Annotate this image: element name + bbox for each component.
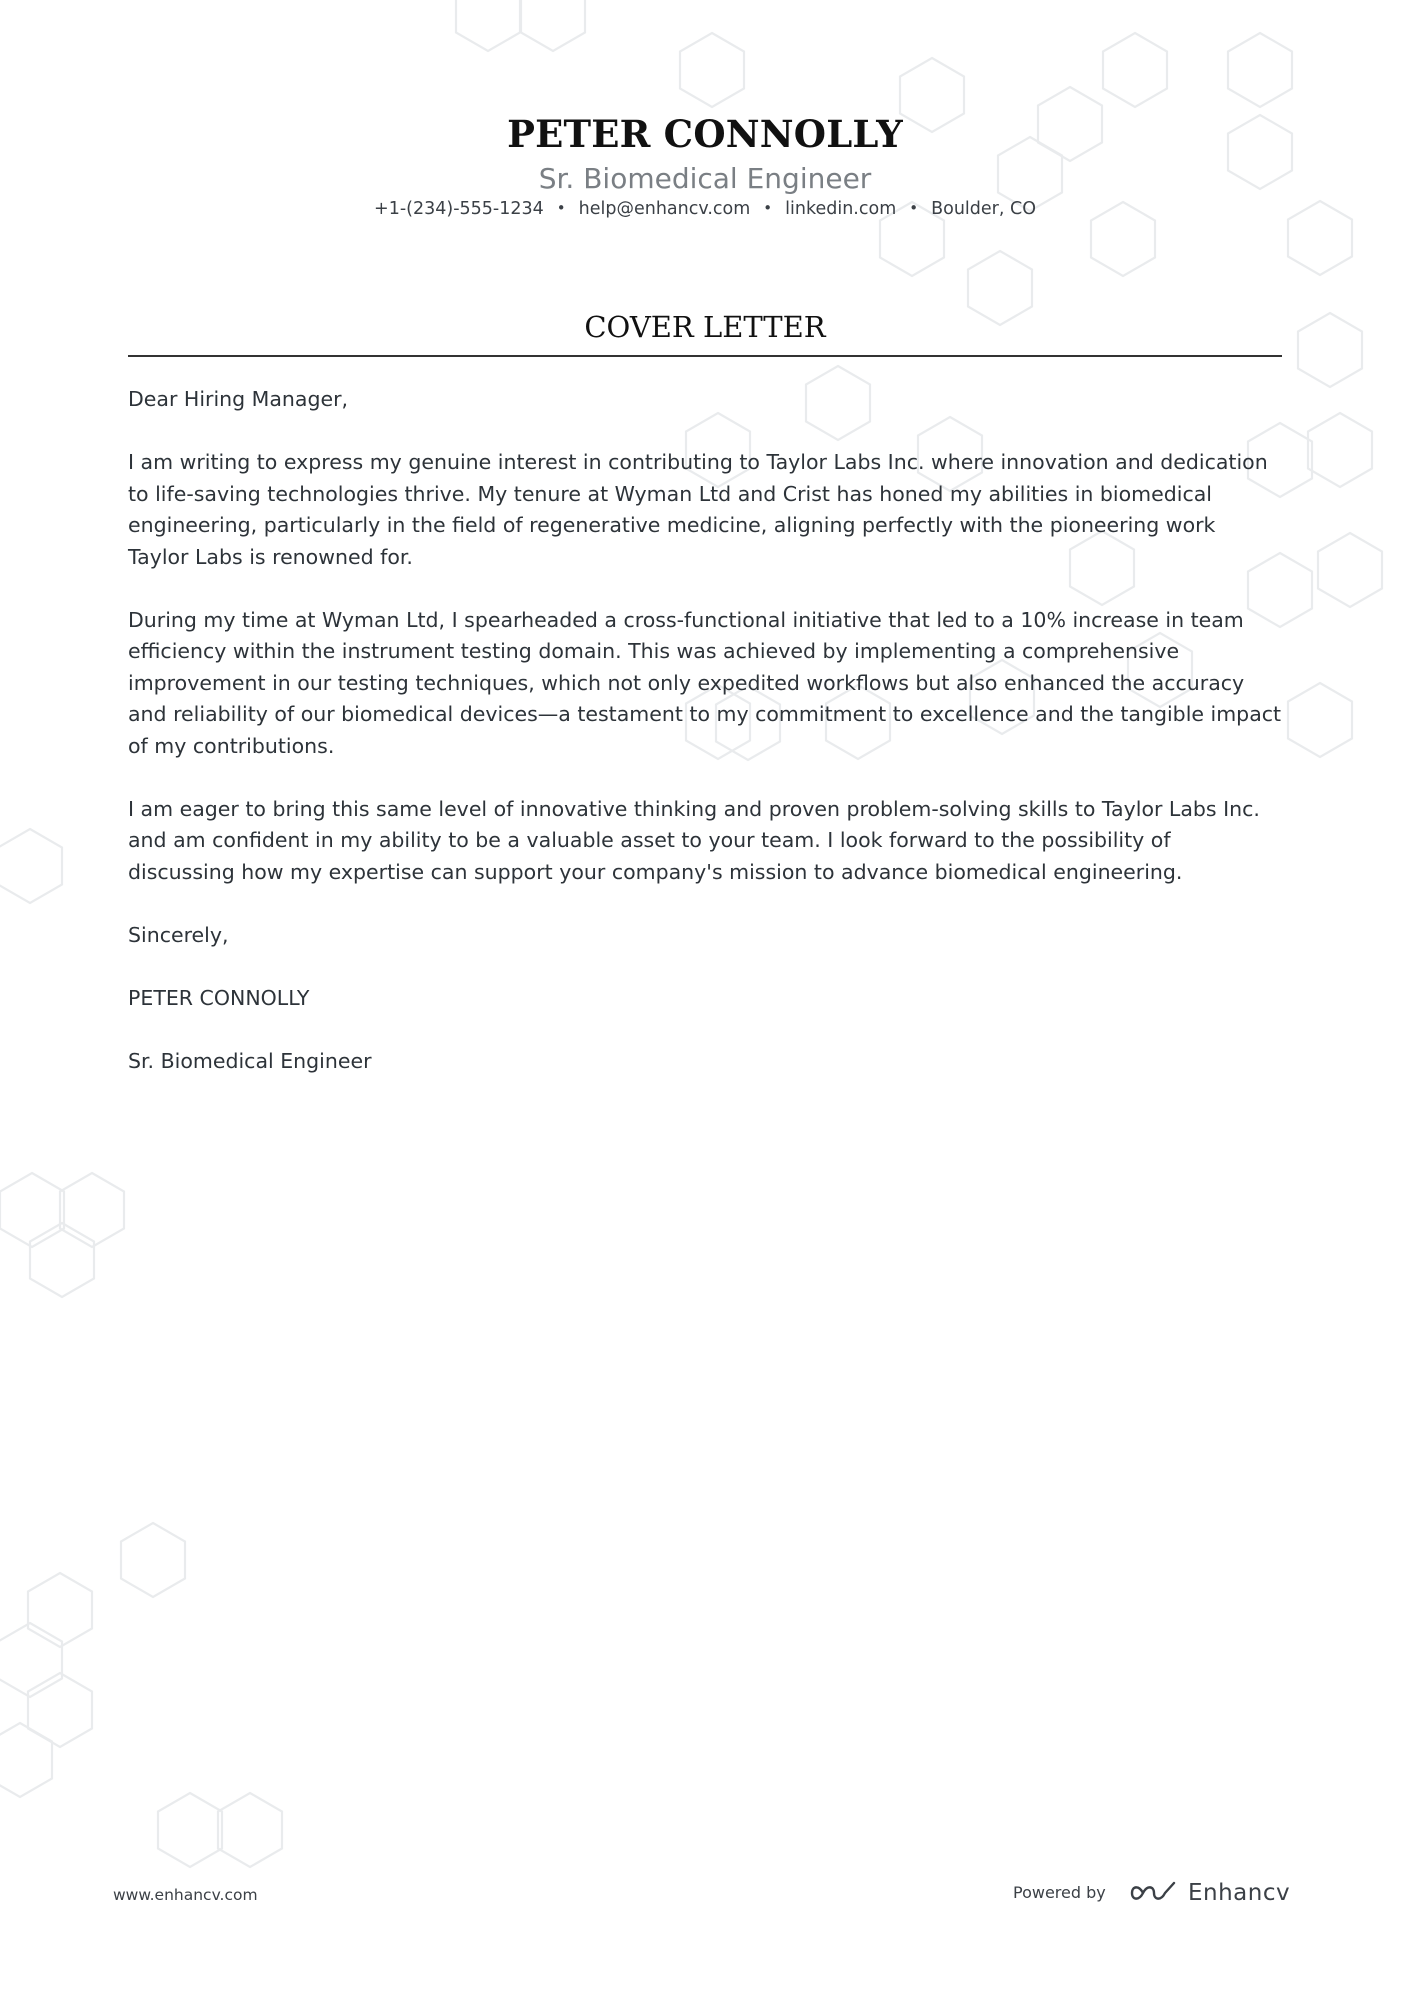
separator-dot: • xyxy=(763,199,773,217)
email-address: help@enhancv.com xyxy=(578,199,751,219)
separator-dot: • xyxy=(556,199,566,217)
enhancv-brand-name: Enhancv xyxy=(1188,1880,1291,1906)
footer-website-link[interactable]: www.enhancv.com xyxy=(113,1886,258,1904)
letter-body xyxy=(128,384,1282,1109)
separator-dot: • xyxy=(909,199,919,217)
letter-paragraph-1: I am writing to express my genuine interest in contributing to Taylor Labs Inc. where innovation and dedication to life-saving technologies thrive. My tenure at Wyman Ltd and Crist has honed my abilities in biomedical engineering, particularly in the field of regenerative medicine, aligning perfectly with the pioneering work Taylor Labs is renowned for. xyxy=(128,450,1268,569)
linkedin-link: linkedin.com xyxy=(785,199,897,219)
letter-paragraph-3: I am eager to bring this same level of innovative thinking and proven problem-solving skills to Taylor Labs Inc. and am confident in my ability to be a valuable asset to your team. I look forward to the possibility of discussing how my expertise can support your company's mission to advance biomedical engineering. xyxy=(128,796,1260,884)
letter-greeting: Dear Hiring Manager, xyxy=(128,387,349,411)
powered-by-label: Powered by xyxy=(1013,1883,1106,1902)
letter-closing: Sincerely, xyxy=(128,922,229,947)
letter-paragraph-2: During my time at Wyman Ltd, I spearheaded a cross-functional initiative that led to a 10% increase in team efficiency within the instrument testing domain. This was achieved by implementing a comprehensive improvement in our testing techniques, which not only expedited workflows but also enhanced the accuracy and reliability of our biomedical devices—a testament to my commitment to excellence and the tangible impact of my contributions. xyxy=(128,607,1282,758)
section-title: COVER LETTER xyxy=(584,310,826,344)
applicant-job-title: Sr. Biomedical Engineer xyxy=(538,162,872,195)
section-divider xyxy=(128,355,1282,357)
signature-title: Sr. Biomedical Engineer xyxy=(128,1048,372,1073)
enhancv-brand-logo[interactable] xyxy=(1130,1876,1290,1910)
enhancv-logo-icon xyxy=(1130,1881,1176,1905)
signature-name: PETER CONNOLLY xyxy=(128,985,310,1010)
location: Boulder, CO xyxy=(931,199,1036,219)
phone-number: +1-(234)-555-1234 xyxy=(374,199,544,219)
applicant-name: PETER CONNOLLY xyxy=(507,112,903,156)
contact-info-line xyxy=(0,199,1410,219)
